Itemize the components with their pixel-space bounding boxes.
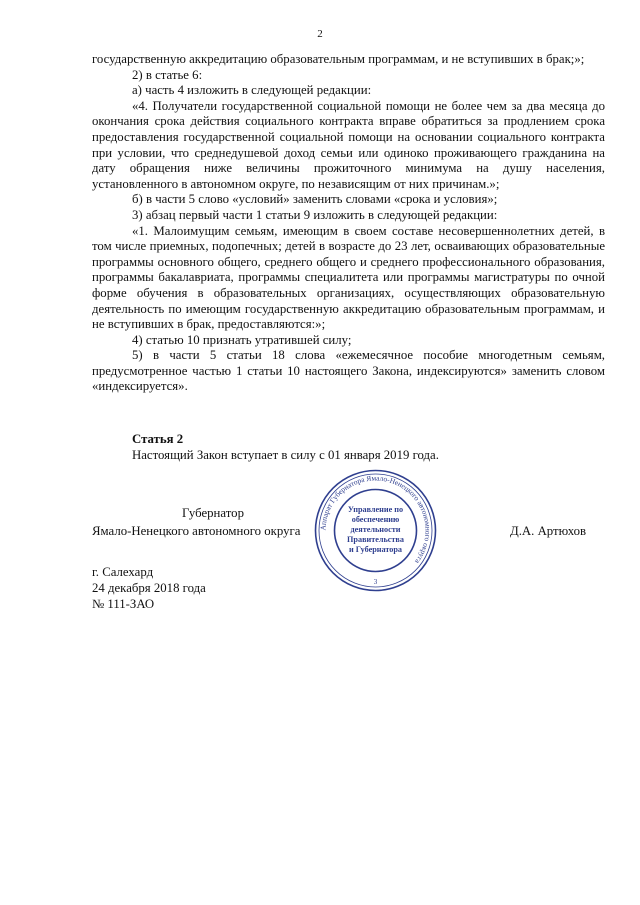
paragraph: 3) абзац первый части 1 статьи 9 изложить в следующей редакции:	[132, 207, 498, 222]
paragraph: 5) в части 5 статьи 18 слова «ежемесячное пособие многодетным семьям, предусмотренное частью 1 статьи 10 настоящего Закона, индексируются» заменить словом «индексируется».	[92, 348, 605, 394]
paragraph: 2) в статье 6:	[132, 67, 203, 82]
paragraph: 4) статью 10 признать утратившей силу;	[132, 332, 352, 347]
article-text: Настоящий Закон вступает в силу с 01 января 2019 года.	[132, 448, 439, 462]
document-body	[92, 52, 605, 395]
article-2	[132, 431, 605, 463]
article-heading: Статья 2	[132, 432, 184, 446]
city: г. Салехард	[92, 565, 154, 579]
stamp-ring-text: Аппарат Губернатора Ямало-Ненецкого автономного округа	[318, 473, 433, 566]
signatory-region: Ямало-Ненецкого автономного округа	[92, 524, 301, 538]
stamp-line: обеспечению	[351, 515, 400, 524]
document-footer	[92, 564, 206, 612]
paragraph: б) в части 5 слово «условий» заменить словами «срока и условия»;	[132, 192, 498, 207]
signatory-title: Губернатор	[182, 506, 244, 520]
paragraph: «4. Получатели государственной социальной помощи не более чем за два месяца до окончания срока действия социального контракта вправе обратиться за продлением срока предоставления государственной социальной помощи на основании социального контракта при условии, что среднедушевой доход семьи или одиноко проживающего гражданина на дату обращения ниже величины прожиточного минимума на душу населения, установленного в автономном округе, по независящим от них причинам.»;	[92, 98, 605, 191]
stamp-number: 3	[373, 578, 378, 586]
stamp-line: деятельности	[350, 525, 401, 534]
paragraph: государственную аккредитацию образовательным программам, и не вступивших в брак;»;	[92, 52, 585, 66]
signatory-name: Д.А. Артюхов	[510, 524, 587, 538]
law-number: № 111-ЗАО	[92, 597, 155, 611]
paragraph: «1. Малоимущим семьям, имеющим в своем составе несовершеннолетних детей, в том числе приемных, подопечных; детей в возрасте до 23 лет, осваивающих образовательные программы основного общего, среднего общего и среднего профессионального образования, программы бакалавриата, программы специалитета или программы магистратуры по очной форме обучения в образовательных организациях, осуществляющих образовательную деятельность по имеющим государственную аккредитацию образовательным программам, и не вступивших в брак, предоставляются:»;	[92, 223, 605, 332]
signing-date: 24 декабря 2018 года	[92, 581, 206, 595]
official-stamp	[313, 468, 438, 593]
page-number: 2	[317, 28, 323, 40]
paragraph: а) часть 4 изложить в следующей редакции:	[132, 83, 372, 98]
stamp-line: и Губернатора	[348, 545, 403, 554]
stamp-line: Управление по	[347, 505, 404, 514]
stamp-line: Правительства	[347, 535, 404, 544]
